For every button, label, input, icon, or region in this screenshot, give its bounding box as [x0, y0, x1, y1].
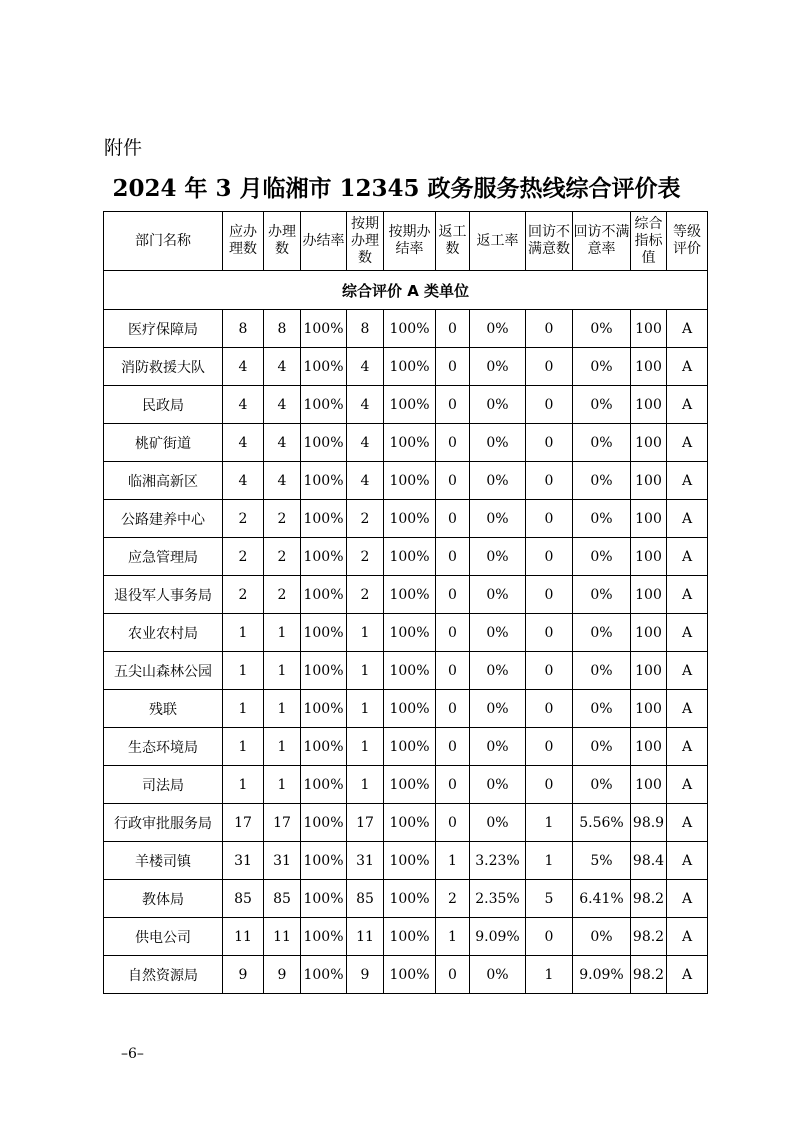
cell-rework-count: 0	[436, 614, 470, 652]
cell-dissatisfied-rate: 9.09%	[573, 956, 631, 994]
cell-on-time-handled: 31	[347, 842, 384, 880]
cell-dept-name: 退役军人事务局	[104, 576, 223, 614]
cell-composite-score: 100	[631, 538, 667, 576]
cell-on-time-rate: 100%	[384, 804, 436, 842]
cell-rework-rate: 0%	[470, 614, 526, 652]
cell-grade: A	[667, 766, 708, 804]
table-row	[104, 462, 708, 500]
cell-rework-rate: 0%	[470, 576, 526, 614]
table-row	[104, 576, 708, 614]
cell-dept-name: 供电公司	[104, 918, 223, 956]
cell-completion-rate: 100%	[301, 766, 347, 804]
cell-dissatisfied-count: 0	[526, 386, 573, 424]
page-title: 2024 年 3 月临湘市 12345 政务服务热线综合评价表	[112, 175, 681, 202]
cell-dept-name: 行政审批服务局	[104, 804, 223, 842]
header-rework-rate: 返工率	[470, 212, 526, 271]
cell-handled: 4	[264, 462, 301, 500]
cell-handled: 1	[264, 690, 301, 728]
cell-composite-score: 100	[631, 690, 667, 728]
cell-handled: 1	[264, 728, 301, 766]
cell-handled: 2	[264, 538, 301, 576]
cell-dissatisfied-count: 0	[526, 310, 573, 348]
cell-should-handle: 2	[223, 500, 264, 538]
cell-dept-name: 司法局	[104, 766, 223, 804]
cell-dissatisfied-rate: 0%	[573, 500, 631, 538]
cell-rework-count: 0	[436, 310, 470, 348]
cell-rework-count: 0	[436, 348, 470, 386]
cell-grade: A	[667, 956, 708, 994]
cell-on-time-rate: 100%	[384, 310, 436, 348]
cell-on-time-handled: 4	[347, 386, 384, 424]
cell-dept-name: 民政局	[104, 386, 223, 424]
cell-composite-score: 98.2	[631, 918, 667, 956]
cell-dissatisfied-count: 1	[526, 956, 573, 994]
cell-composite-score: 98.2	[631, 880, 667, 918]
cell-dissatisfied-rate: 0%	[573, 386, 631, 424]
table-row	[104, 538, 708, 576]
cell-completion-rate: 100%	[301, 728, 347, 766]
cell-rework-count: 1	[436, 918, 470, 956]
cell-completion-rate: 100%	[301, 348, 347, 386]
cell-on-time-rate: 100%	[384, 690, 436, 728]
cell-on-time-rate: 100%	[384, 880, 436, 918]
cell-dept-name: 残联	[104, 690, 223, 728]
cell-dissatisfied-count: 0	[526, 424, 573, 462]
cell-on-time-handled: 4	[347, 424, 384, 462]
cell-on-time-handled: 1	[347, 690, 384, 728]
cell-grade: A	[667, 310, 708, 348]
header-on-time-rate: 按期办结率	[384, 212, 436, 271]
cell-should-handle: 4	[223, 348, 264, 386]
cell-dept-name: 桃矿街道	[104, 424, 223, 462]
cell-grade: A	[667, 842, 708, 880]
cell-rework-count: 0	[436, 500, 470, 538]
cell-grade: A	[667, 348, 708, 386]
cell-on-time-rate: 100%	[384, 462, 436, 500]
cell-rework-rate: 0%	[470, 652, 526, 690]
cell-dissatisfied-rate: 0%	[573, 728, 631, 766]
table-row	[104, 500, 708, 538]
cell-composite-score: 100	[631, 766, 667, 804]
cell-dissatisfied-rate: 0%	[573, 690, 631, 728]
cell-completion-rate: 100%	[301, 538, 347, 576]
section-title: 综合评价 A 类单位	[104, 271, 708, 310]
table-row	[104, 766, 708, 804]
cell-on-time-rate: 100%	[384, 766, 436, 804]
cell-should-handle: 1	[223, 728, 264, 766]
cell-on-time-handled: 2	[347, 576, 384, 614]
cell-dissatisfied-count: 0	[526, 538, 573, 576]
cell-dissatisfied-count: 0	[526, 728, 573, 766]
table-row	[104, 386, 708, 424]
cell-rework-count: 0	[436, 690, 470, 728]
cell-composite-score: 98.2	[631, 956, 667, 994]
cell-on-time-rate: 100%	[384, 918, 436, 956]
cell-rework-count: 1	[436, 842, 470, 880]
cell-handled: 1	[264, 614, 301, 652]
header-dept-name: 部门名称	[104, 212, 223, 271]
cell-on-time-handled: 4	[347, 462, 384, 500]
cell-composite-score: 100	[631, 576, 667, 614]
cell-dissatisfied-rate: 0%	[573, 538, 631, 576]
cell-dept-name: 医疗保障局	[104, 310, 223, 348]
cell-grade: A	[667, 386, 708, 424]
cell-grade: A	[667, 500, 708, 538]
cell-handled: 1	[264, 766, 301, 804]
header-handled: 办理数	[264, 212, 301, 271]
cell-rework-rate: 0%	[470, 728, 526, 766]
cell-should-handle: 1	[223, 614, 264, 652]
cell-rework-count: 0	[436, 576, 470, 614]
cell-rework-rate: 0%	[470, 766, 526, 804]
cell-dissatisfied-count: 1	[526, 804, 573, 842]
cell-on-time-rate: 100%	[384, 956, 436, 994]
header-completion-rate: 办结率	[301, 212, 347, 271]
cell-should-handle: 9	[223, 956, 264, 994]
cell-on-time-handled: 1	[347, 728, 384, 766]
cell-dissatisfied-count: 0	[526, 690, 573, 728]
cell-handled: 8	[264, 310, 301, 348]
cell-completion-rate: 100%	[301, 576, 347, 614]
table-row	[104, 880, 708, 918]
header-rework-count: 返工数	[436, 212, 470, 271]
cell-rework-rate: 0%	[470, 310, 526, 348]
cell-handled: 11	[264, 918, 301, 956]
cell-should-handle: 17	[223, 804, 264, 842]
cell-dissatisfied-rate: 0%	[573, 614, 631, 652]
page-number: –6–	[121, 1046, 144, 1062]
header-grade: 等级评价	[667, 212, 708, 271]
header-row	[104, 212, 708, 271]
header-composite-score: 综合指标值	[631, 212, 667, 271]
cell-rework-count: 0	[436, 956, 470, 994]
cell-dissatisfied-rate: 5%	[573, 842, 631, 880]
cell-on-time-rate: 100%	[384, 842, 436, 880]
cell-completion-rate: 100%	[301, 956, 347, 994]
cell-rework-rate: 0%	[470, 348, 526, 386]
cell-dept-name: 生态环境局	[104, 728, 223, 766]
cell-on-time-handled: 11	[347, 918, 384, 956]
cell-dissatisfied-rate: 0%	[573, 310, 631, 348]
cell-dept-name: 五尖山森林公园	[104, 652, 223, 690]
cell-dept-name: 自然资源局	[104, 956, 223, 994]
cell-rework-count: 0	[436, 804, 470, 842]
cell-should-handle: 4	[223, 462, 264, 500]
cell-dissatisfied-count: 0	[526, 462, 573, 500]
table-row	[104, 728, 708, 766]
cell-on-time-handled: 2	[347, 500, 384, 538]
cell-completion-rate: 100%	[301, 614, 347, 652]
cell-handled: 1	[264, 652, 301, 690]
cell-should-handle: 4	[223, 386, 264, 424]
cell-rework-count: 0	[436, 728, 470, 766]
cell-rework-rate: 0%	[470, 386, 526, 424]
cell-rework-count: 0	[436, 424, 470, 462]
cell-rework-rate: 0%	[470, 538, 526, 576]
cell-on-time-handled: 8	[347, 310, 384, 348]
cell-on-time-rate: 100%	[384, 424, 436, 462]
cell-composite-score: 100	[631, 614, 667, 652]
table-row	[104, 842, 708, 880]
cell-composite-score: 98.4	[631, 842, 667, 880]
cell-handled: 17	[264, 804, 301, 842]
cell-dissatisfied-rate: 0%	[573, 424, 631, 462]
cell-rework-rate: 0%	[470, 690, 526, 728]
cell-on-time-rate: 100%	[384, 728, 436, 766]
attachment-label: 附件	[104, 137, 143, 159]
cell-completion-rate: 100%	[301, 804, 347, 842]
cell-grade: A	[667, 652, 708, 690]
cell-should-handle: 4	[223, 424, 264, 462]
cell-dept-name: 羊楼司镇	[104, 842, 223, 880]
cell-handled: 4	[264, 386, 301, 424]
cell-rework-rate: 0%	[470, 424, 526, 462]
cell-handled: 4	[264, 424, 301, 462]
cell-grade: A	[667, 918, 708, 956]
cell-should-handle: 31	[223, 842, 264, 880]
cell-composite-score: 100	[631, 386, 667, 424]
cell-handled: 2	[264, 500, 301, 538]
cell-composite-score: 98.9	[631, 804, 667, 842]
header-dissatisfied-count: 回访不满意数	[526, 212, 573, 271]
cell-on-time-rate: 100%	[384, 538, 436, 576]
cell-completion-rate: 100%	[301, 842, 347, 880]
cell-dissatisfied-count: 1	[526, 842, 573, 880]
cell-on-time-rate: 100%	[384, 614, 436, 652]
table-row	[104, 310, 708, 348]
cell-completion-rate: 100%	[301, 500, 347, 538]
cell-should-handle: 1	[223, 766, 264, 804]
cell-dissatisfied-rate: 6.41%	[573, 880, 631, 918]
cell-rework-rate: 0%	[470, 500, 526, 538]
table-row	[104, 918, 708, 956]
cell-rework-count: 0	[436, 538, 470, 576]
cell-rework-count: 0	[436, 766, 470, 804]
cell-rework-count: 0	[436, 652, 470, 690]
cell-should-handle: 8	[223, 310, 264, 348]
header-on-time-handled: 按期办理数	[347, 212, 384, 271]
cell-should-handle: 1	[223, 652, 264, 690]
cell-dept-name: 消防救援大队	[104, 348, 223, 386]
cell-completion-rate: 100%	[301, 462, 347, 500]
cell-completion-rate: 100%	[301, 424, 347, 462]
cell-handled: 4	[264, 348, 301, 386]
cell-on-time-handled: 9	[347, 956, 384, 994]
cell-dissatisfied-rate: 0%	[573, 652, 631, 690]
cell-grade: A	[667, 690, 708, 728]
cell-handled: 9	[264, 956, 301, 994]
cell-handled: 2	[264, 576, 301, 614]
cell-on-time-handled: 1	[347, 652, 384, 690]
cell-dissatisfied-rate: 0%	[573, 462, 631, 500]
cell-should-handle: 1	[223, 690, 264, 728]
evaluation-table	[103, 211, 708, 994]
cell-on-time-handled: 2	[347, 538, 384, 576]
cell-dissatisfied-rate: 0%	[573, 348, 631, 386]
table-row	[104, 956, 708, 994]
cell-rework-rate: 0%	[470, 462, 526, 500]
cell-on-time-handled: 1	[347, 614, 384, 652]
cell-composite-score: 100	[631, 462, 667, 500]
cell-dissatisfied-count: 0	[526, 500, 573, 538]
table-header	[104, 212, 708, 271]
cell-composite-score: 100	[631, 310, 667, 348]
cell-dissatisfied-rate: 0%	[573, 576, 631, 614]
cell-completion-rate: 100%	[301, 918, 347, 956]
cell-dissatisfied-rate: 0%	[573, 766, 631, 804]
cell-rework-count: 0	[436, 386, 470, 424]
cell-rework-count: 0	[436, 462, 470, 500]
table-row	[104, 804, 708, 842]
cell-dissatisfied-count: 0	[526, 766, 573, 804]
cell-should-handle: 85	[223, 880, 264, 918]
cell-on-time-rate: 100%	[384, 348, 436, 386]
table-row	[104, 614, 708, 652]
cell-on-time-handled: 85	[347, 880, 384, 918]
cell-on-time-handled: 1	[347, 766, 384, 804]
header-dissatisfied-rate: 回访不满意率	[573, 212, 631, 271]
cell-should-handle: 2	[223, 576, 264, 614]
cell-grade: A	[667, 614, 708, 652]
cell-dissatisfied-count: 5	[526, 880, 573, 918]
cell-on-time-handled: 17	[347, 804, 384, 842]
cell-rework-rate: 3.23%	[470, 842, 526, 880]
cell-dissatisfied-count: 0	[526, 652, 573, 690]
cell-rework-rate: 9.09%	[470, 918, 526, 956]
cell-dissatisfied-rate: 0%	[573, 918, 631, 956]
cell-grade: A	[667, 576, 708, 614]
cell-dept-name: 临湘高新区	[104, 462, 223, 500]
cell-dissatisfied-count: 0	[526, 576, 573, 614]
cell-completion-rate: 100%	[301, 652, 347, 690]
cell-completion-rate: 100%	[301, 690, 347, 728]
cell-should-handle: 2	[223, 538, 264, 576]
cell-completion-rate: 100%	[301, 880, 347, 918]
cell-grade: A	[667, 462, 708, 500]
cell-on-time-rate: 100%	[384, 386, 436, 424]
cell-composite-score: 100	[631, 348, 667, 386]
cell-rework-rate: 2.35%	[470, 880, 526, 918]
cell-composite-score: 100	[631, 728, 667, 766]
cell-on-time-handled: 4	[347, 348, 384, 386]
cell-handled: 85	[264, 880, 301, 918]
cell-dissatisfied-rate: 5.56%	[573, 804, 631, 842]
cell-should-handle: 11	[223, 918, 264, 956]
cell-dept-name: 农业农村局	[104, 614, 223, 652]
cell-on-time-rate: 100%	[384, 652, 436, 690]
cell-grade: A	[667, 424, 708, 462]
cell-on-time-rate: 100%	[384, 500, 436, 538]
cell-composite-score: 100	[631, 652, 667, 690]
cell-completion-rate: 100%	[301, 310, 347, 348]
table-row	[104, 348, 708, 386]
cell-dept-name: 公路建养中心	[104, 500, 223, 538]
cell-dissatisfied-count: 0	[526, 614, 573, 652]
cell-composite-score: 100	[631, 424, 667, 462]
cell-dept-name: 教体局	[104, 880, 223, 918]
cell-grade: A	[667, 538, 708, 576]
cell-dissatisfied-count: 0	[526, 918, 573, 956]
header-should-handle: 应办理数	[223, 212, 264, 271]
cell-grade: A	[667, 804, 708, 842]
table-row	[104, 424, 708, 462]
cell-on-time-rate: 100%	[384, 576, 436, 614]
cell-dept-name: 应急管理局	[104, 538, 223, 576]
cell-composite-score: 100	[631, 500, 667, 538]
section-row	[104, 271, 708, 310]
cell-dissatisfied-count: 0	[526, 348, 573, 386]
cell-rework-rate: 0%	[470, 804, 526, 842]
cell-rework-count: 2	[436, 880, 470, 918]
table-row	[104, 690, 708, 728]
cell-completion-rate: 100%	[301, 386, 347, 424]
cell-rework-rate: 0%	[470, 956, 526, 994]
cell-grade: A	[667, 880, 708, 918]
table-body	[104, 271, 708, 994]
cell-handled: 31	[264, 842, 301, 880]
table-row	[104, 652, 708, 690]
cell-grade: A	[667, 728, 708, 766]
